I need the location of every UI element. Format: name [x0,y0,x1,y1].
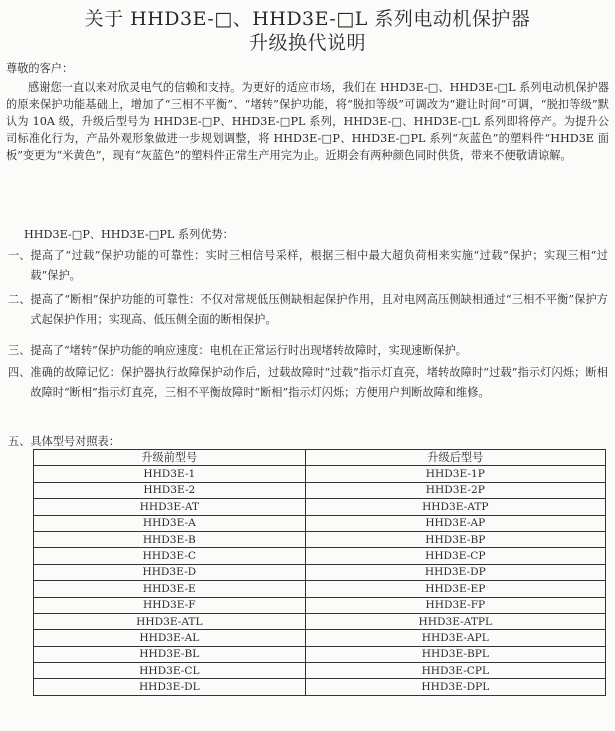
new-model-cell: HHD3E-BPL [305,646,605,662]
intro-paragraph: 感谢您一直以来对欣灵电气的信赖和支持。为更好的适应市场，我们在 HHD3E-□、HHD3E-□L 系列电动机保护器的原来保护功能基础上，增加了“三相不平衡”、“堵转”保护功能，将“脱扣等级”可调改为“避让时间”可调，“脱扣等级”默认为 10A 级，升级后型号为 HHD3E-□P、HHD3E-□PL 系列，HHD3E-□、HHD3E-□L 系列即将停产。为提升公司标准化行为，产品外观形象做进一步规划调整，将 HHD3E-□P、HHD3E-□PL 系列“灰蓝色”的塑料件“HHD3E 面板”变更为“米黄色”，现有“灰蓝色”的塑料件正常生产用完为止。近期会有两种颜色同时供货，带来不便敬请谅解。 [6,81,609,162]
item-text: 提高了“堵转”保护功能的响应速度：电机在正常运行时出现堵转故障时，实现速断保护。 [30,344,467,357]
old-model-cell: HHD3E-CL [34,663,306,679]
table-row [34,663,606,679]
new-model-cell: HHD3E-ATP [305,499,605,515]
table-row [34,646,606,662]
table-row [34,531,606,547]
table-row [34,581,606,597]
old-model-cell: HHD3E-2 [34,482,306,498]
new-model-cell: HHD3E-2P [305,482,605,498]
table-row [34,482,606,498]
advantages-heading: HHD3E-□P、HHD3E-□PL 系列优势： [24,228,234,241]
item-number: 五、 [8,435,31,448]
item-number: 一、 [8,249,31,262]
old-model-cell: HHD3E-1 [34,466,306,482]
table-row [34,548,606,564]
document-title: 关于 HHD3E-□、HHD3E-□L 系列电动机保护器 [84,8,531,30]
old-model-cell: HHD3E-D [34,564,306,580]
new-model-cell: HHD3E-DP [305,564,605,580]
header-after-model: 升级后型号 [305,450,605,466]
table-row [34,466,606,482]
header-before-model: 升级前型号 [34,450,306,466]
model-comparison-table [33,449,606,696]
old-model-cell: HHD3E-F [34,597,306,613]
table-row [34,679,606,695]
old-model-cell: HHD3E-B [34,531,306,547]
new-model-cell: HHD3E-EP [305,581,605,597]
table-header-row [34,450,606,466]
old-model-cell: HHD3E-AT [34,499,306,515]
new-model-cell: HHD3E-APL [305,630,605,646]
old-model-cell: HHD3E-AL [34,630,306,646]
advantage-item-3 [8,341,608,361]
table-row [34,515,606,531]
item-text: 提高了“过载”保护功能的可靠性：实时三相信号采样，根据三相中最大超负荷相来实施“过载”保护；实现三相“过载”保护。 [30,249,608,282]
new-model-cell: HHD3E-CPL [305,663,605,679]
item-text: 准确的故障记忆：保护器执行故障保护动作后，过载故障时“过载”指示灯直亮，堵转故障时“过载”指示灯闪烁；断相故障时“断相”指示灯直亮，三相不平衡故障时“断相”指示灯闪烁；方便用户判断故障和维修。 [30,366,608,399]
table-row [34,564,606,580]
item-text: 提高了“断相”保护功能的可靠性：不仅对常规低压侧缺相起保护作用，且对电网高压侧缺相通过“三相不平衡”保护方式起保护作用；实现高、低压侧全面的断相保护。 [30,293,608,326]
table-row [34,597,606,613]
item-text: 具体型号对照表： [30,435,120,448]
table-row [34,613,606,629]
document-subtitle: 升级换代说明 [248,32,366,54]
advantage-item-4 [8,363,608,403]
new-model-cell: HHD3E-DPL [305,679,605,695]
old-model-cell: HHD3E-C [34,548,306,564]
advantage-item-1 [8,246,608,286]
new-model-cell: HHD3E-BP [305,531,605,547]
item-number: 三、 [8,344,31,357]
old-model-cell: HHD3E-ATL [34,613,306,629]
old-model-cell: HHD3E-A [34,515,306,531]
table-row [34,630,606,646]
old-model-cell: HHD3E-E [34,581,306,597]
item-number: 四、 [8,366,31,379]
advantage-item-2 [8,290,608,330]
new-model-cell: HHD3E-1P [305,466,605,482]
table-row [34,499,606,515]
greeting: 尊敬的客户： [6,62,74,75]
new-model-cell: HHD3E-ATPL [305,613,605,629]
item-number: 二、 [8,293,31,306]
new-model-cell: HHD3E-AP [305,515,605,531]
old-model-cell: HHD3E-DL [34,679,306,695]
new-model-cell: HHD3E-CP [305,548,605,564]
old-model-cell: HHD3E-BL [34,646,306,662]
new-model-cell: HHD3E-FP [305,597,605,613]
